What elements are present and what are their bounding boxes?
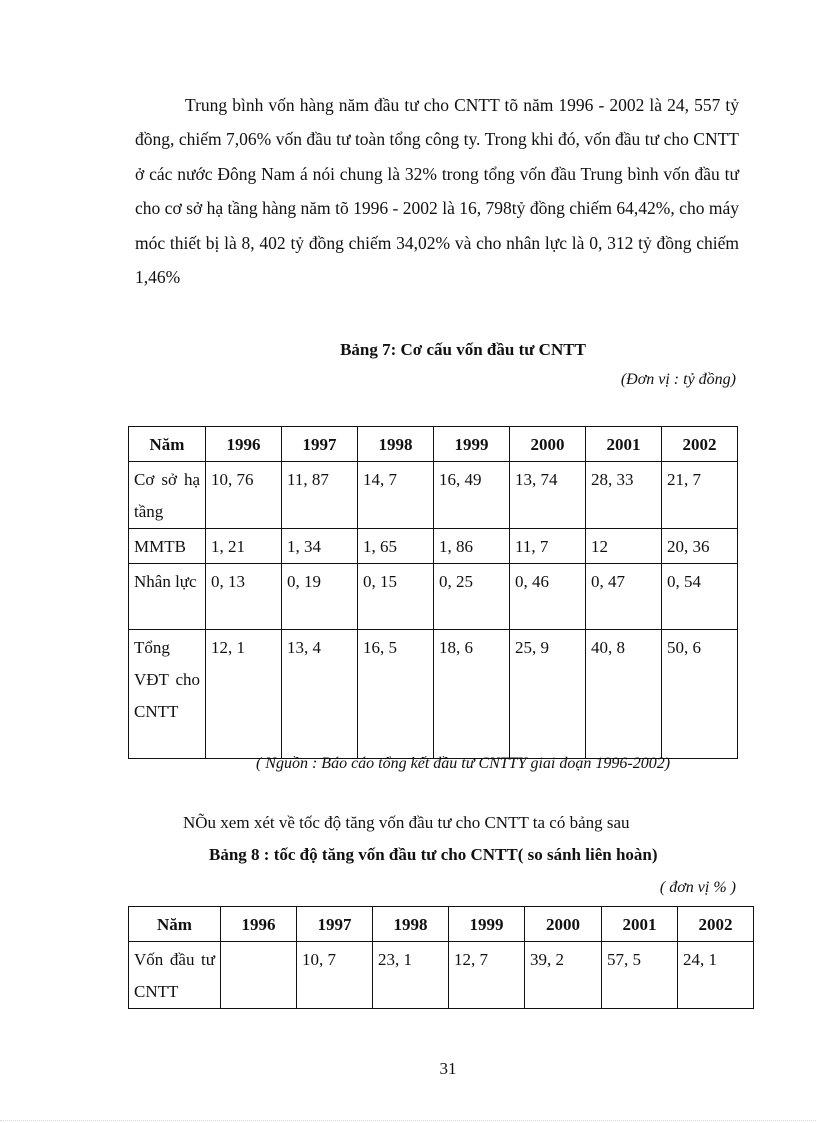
table8-header-cell: Năm bbox=[129, 907, 221, 942]
table-cell: 0, 54 bbox=[662, 564, 738, 630]
table8-title: Bảng 8 : tốc độ tăng vốn đầu tư cho CNTT( so sánh liên hoàn) bbox=[209, 845, 658, 864]
table7-header-cell: 1996 bbox=[206, 427, 282, 462]
table-cell: 39, 2 bbox=[525, 942, 602, 1009]
table-row bbox=[129, 942, 754, 1009]
table7-source: ( Nguồn : Báo cáo tổng kết đầu tư CNTTY giai đoạn 1996-2002) bbox=[255, 755, 671, 772]
table8-header-row bbox=[129, 907, 754, 942]
table7-header-cell: Năm bbox=[129, 427, 206, 462]
table-cell: 13, 74 bbox=[510, 462, 586, 529]
table-cell: 24, 1 bbox=[678, 942, 754, 1009]
table-cell: 12, 1 bbox=[206, 630, 282, 759]
table7-header-cell: 2002 bbox=[662, 427, 738, 462]
table-cell: 10, 76 bbox=[206, 462, 282, 529]
page-number: 31 bbox=[439, 1059, 457, 1078]
table-cell: 11, 87 bbox=[282, 462, 358, 529]
table-row bbox=[129, 529, 738, 564]
table-cell: 1, 34 bbox=[282, 529, 358, 564]
table-cell: 13, 4 bbox=[282, 630, 358, 759]
table-cell: 16, 49 bbox=[434, 462, 510, 529]
table-cell: 20, 36 bbox=[662, 529, 738, 564]
table8-header-cell: 1997 bbox=[297, 907, 373, 942]
table8 bbox=[128, 906, 754, 1009]
table8-header-cell: 1998 bbox=[373, 907, 449, 942]
table7-header-cell: 1999 bbox=[434, 427, 510, 462]
row-label-von-dau-tu-cntt: Vốn đầu tư CNTT bbox=[129, 942, 221, 1009]
table-cell: 14, 7 bbox=[358, 462, 434, 529]
table8-header-cell: 1996 bbox=[221, 907, 297, 942]
table-cell: 11, 7 bbox=[510, 529, 586, 564]
table8-header-cell: 2002 bbox=[678, 907, 754, 942]
row-label-co-so-ha-tang: Cơ sở hạ tầng bbox=[129, 462, 206, 529]
table8-header-cell: 2001 bbox=[602, 907, 678, 942]
table-cell: 25, 9 bbox=[510, 630, 586, 759]
table7-title: Bảng 7: Cơ cấu vốn đầu tư CNTT bbox=[340, 340, 586, 359]
table-cell: 1, 86 bbox=[434, 529, 510, 564]
table7-header-cell: 1997 bbox=[282, 427, 358, 462]
table-cell: 28, 33 bbox=[586, 462, 662, 529]
table-row bbox=[129, 630, 738, 759]
table-cell: 12 bbox=[586, 529, 662, 564]
table-cell: 16, 5 bbox=[358, 630, 434, 759]
body-paragraph: Trung bình vốn hàng năm đầu tư cho CNTT tõ năm 1996 - 2002 là 24, 557 tỷ đồng, chiếm 7,06% vốn đầu tư toàn tổng công ty. Trong khi đó, vốn đầu tư cho CNTT ở các nước Đông Nam á nói chung là 32% trong tổng vốn đầu Trung bình vốn đầu tư cho cơ sở hạ tầng hàng năm tõ 1996 - 2002 là 16, 798tỷ đồng chiếm 64,42%, cho máy móc thiết bị là 8, 402 tỷ đồng chiếm 34,02% và cho nhân lực là 0, 312 tỷ đồng chiếm 1,46% bbox=[135, 95, 739, 288]
table7-header-cell: 2000 bbox=[510, 427, 586, 462]
table-cell: 0, 13 bbox=[206, 564, 282, 630]
table-cell: 1, 21 bbox=[206, 529, 282, 564]
table-cell: 21, 7 bbox=[662, 462, 738, 529]
row-label-nhan-luc: Nhân lực bbox=[129, 564, 206, 630]
footer-divider bbox=[0, 1120, 816, 1121]
table-cell: 0, 19 bbox=[282, 564, 358, 630]
table-cell: 1, 65 bbox=[358, 529, 434, 564]
table-cell: 0, 46 bbox=[510, 564, 586, 630]
table-cell: 23, 1 bbox=[373, 942, 449, 1009]
table-cell: 10, 7 bbox=[297, 942, 373, 1009]
table-cell bbox=[221, 942, 297, 1009]
table7-header-cell: 2001 bbox=[586, 427, 662, 462]
table8-intro: NÕu xem xét về tốc độ tăng vốn đầu tư cho CNTT ta có bảng sau bbox=[183, 813, 630, 832]
table-cell: 0, 25 bbox=[434, 564, 510, 630]
table7-unit: (Đơn vị : tỷ đồng) bbox=[620, 371, 736, 388]
table-cell: 0, 47 bbox=[586, 564, 662, 630]
table7 bbox=[128, 426, 738, 759]
table-cell: 0, 15 bbox=[358, 564, 434, 630]
table-cell: 57, 5 bbox=[602, 942, 678, 1009]
table8-unit: ( đơn vị % ) bbox=[659, 879, 736, 896]
row-label-mmtb: MMTB bbox=[129, 529, 206, 564]
table7-header-row bbox=[129, 427, 738, 462]
table-row bbox=[129, 564, 738, 630]
table8-header-cell: 1999 bbox=[449, 907, 525, 942]
table-cell: 12, 7 bbox=[449, 942, 525, 1009]
table-cell: 40, 8 bbox=[586, 630, 662, 759]
table-row bbox=[129, 462, 738, 529]
table-cell: 18, 6 bbox=[434, 630, 510, 759]
table-cell: 50, 6 bbox=[662, 630, 738, 759]
table7-header-cell: 1998 bbox=[358, 427, 434, 462]
table8-header-cell: 2000 bbox=[525, 907, 602, 942]
row-label-tong-vdt: Tổng VĐT cho CNTT bbox=[129, 630, 206, 759]
